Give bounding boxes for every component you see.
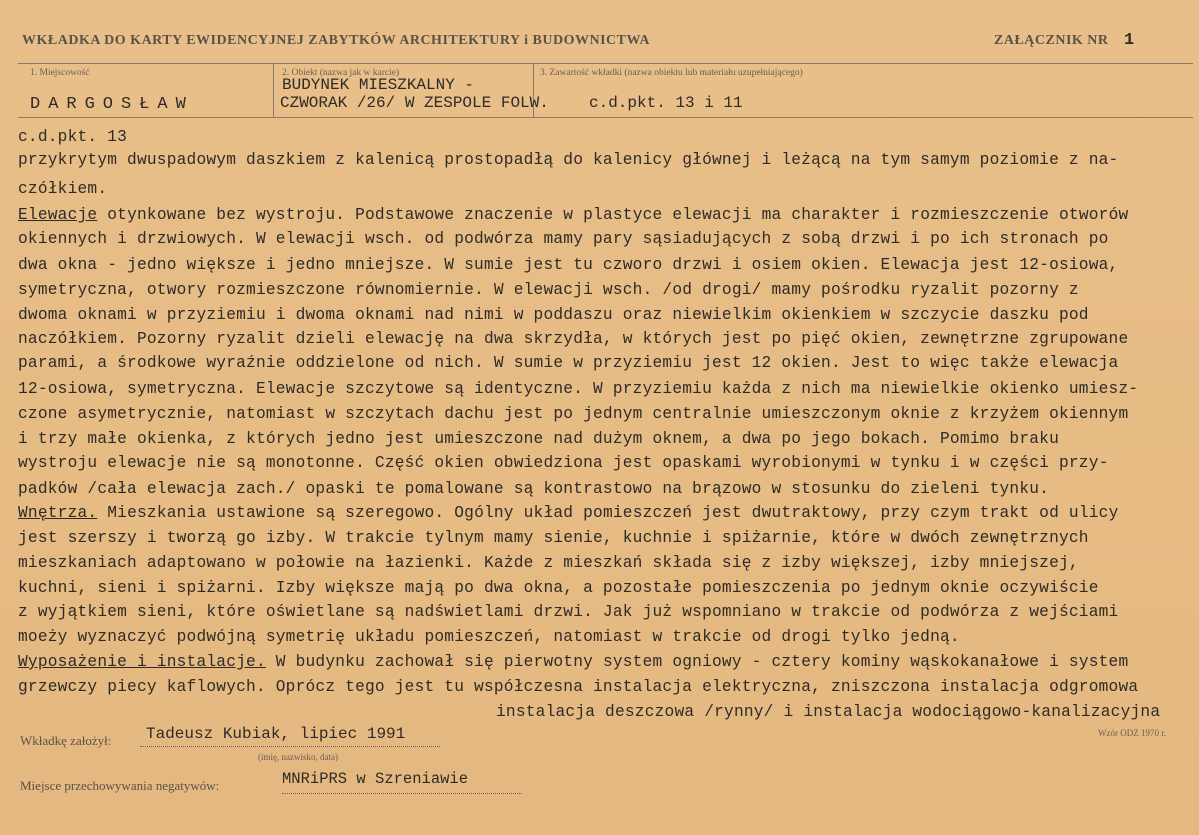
header-rule [18,63,1193,64]
body-line: dwa okna - jedno większe i jedno mniejsze. W sumie jest tu czworo drzwi i osiem okien. Elewacja jest 12-osiowa, [18,256,1119,274]
field-3-value: c.d.pkt. 13 i 11 [589,94,743,112]
body-line: c.d.pkt. 13 [18,128,128,146]
body-line: okiennych i drzwiowych. W elewacji wsch. od podwórza mamy pary sąsiadujących z sobą drzwi i po ich stronach po [18,230,1109,248]
body-line: przykrytym dwuspadowym daszkiem z kalenicą prostopadłą do kalenicy głównej i leżącą na tym samym poziomie z na- [18,151,1119,169]
field-3-label: 3. Zawartość wkładki (nazwa obiektu lub materiału uzupełniającego) [540,68,803,78]
author-hint: (imię, nazwisko, data) [258,752,338,762]
body-line: symetryczna, otwory rozmieszczone równomiernie. W elewacji wsch. /od drogi/ mamy pośrodku ryzalit pozorny z [18,281,1079,299]
body-line: parami, a środkowe wyraźnie oddzielone od nich. W sumie w przyziemiu jest 12 okien. Jest to więc także elewacja [18,354,1119,372]
author-dotted-line [140,745,440,747]
body-line: Elewacje otynkowane bez wystroju. Podstawowe znaczenie w plastyce elewacji ma charakter i rozmieszczenie otworów [18,206,1129,224]
field-1-value: DARGOSŁAW [30,95,194,114]
body-line: z wyjątkiem sieni, które oświetlane są nadświetlami drzwi. Jak już wspomniano w trakcie od podwórza z wejściami [18,603,1119,621]
body-line: i trzy małe okienka, z których jedno jest umieszczone nad dużym oknem, a dwa po jego bokach. Pomimo braku [18,430,1059,448]
field-divider-1 [273,63,274,117]
body-line: Wyposażenie i instalacje. W budynku zachował się pierwotny system ogniowy - cztery kominy wąskokanałowe i system [18,653,1129,671]
body-line: czone asymetrycznie, natomiast w szczytach dachu jest po jednym centralnie umieszczonym oknie z krzyżem okiennym [18,405,1129,423]
annex-number: 1 [1124,31,1135,50]
body-line: grzewczy piecy kaflowych. Oprócz tego jest tu współczesna instalacja elektryczna, zniszczona instalacja odgromowa [18,678,1139,696]
body-line: jest szerszy i tworzą go izby. W trakcie tylnym mamy sienie, kuchnie i spiżarnie, które w dwóch zewnętrznych [18,529,1089,547]
storage-value: MNRiPRS w Szreniawie [282,770,469,788]
body-line: moeży wyznaczyć podwójną symetrię układu pomieszczeń, natomiast w trakcie od drogi tylko jedną. [18,628,960,646]
field-2-label: 2. Obiekt (nazwa jak w karcie) [282,68,400,78]
section-heading-wyposazenie: Wyposażenie i instalacje. [18,653,266,671]
field-2-value-line2: CZWORAK /26/ W ZESPOLE FOLW. [280,94,549,112]
storage-dotted-line [282,792,522,794]
card-title: WKŁADKA DO KARTY EWIDENCYJNEJ ZABYTKÓW ARCHITEKTURY i BUDOWNICTWA [22,33,651,48]
section-heading-wnetrza: Wnętrza. [18,504,98,522]
body-line: Wnętrza. Mieszkania ustawione są szeregowo. Ogólny układ pomieszczeń jest dwutraktowy, przy czym trakt od ulicy [18,504,1119,522]
body-line: padków /cała elewacja zach./ opaski te pomalowane są kontrastowo na brązowo w stosunku do zieleni tynku. [18,480,1050,498]
body-line: kuchni, sieni i spiżarni. Izby większe mają po dwa okna, a pozostałe pomieszczenia po jednym oknie oczywiście [18,579,1099,597]
form-code: Wzór ODZ 1970 r. [1098,728,1166,738]
annex-label: ZAŁĄCZNIK NR [994,33,1109,48]
body-line: dwoma oknami w przyziemiu i dwoma oknami nad nimi w poddaszu oraz niewielkim okienkiem w szczycie daszku pod [18,306,1089,324]
body-line: mieszkaniach adaptowano w połowie na łazienki. Każde z mieszkań składa się z izby większej, izby mniejszej, [18,554,1079,572]
author-value: Tadeusz Kubiak, lipiec 1991 [146,725,406,743]
body-line: czółkiem. [18,180,108,198]
field-1-label: 1. Miejscowość [30,68,90,78]
body-line: 12-osiowa, symetryczna. Elewacje szczytowe są identyczne. W przyziemiu każda z nich ma niewielkie okienko umiesz- [18,380,1139,398]
body-line: wystroju elewacje nie są monotonne. Część okien obwiedziona jest opaskami wyrobionymi w tynku i w części przy- [18,454,1109,472]
section-heading-elewacje: Elewacje [18,206,98,224]
body-line: instalacja deszczowa /rynny/ i instalacja wodociągowo-kanalizacyjna [496,703,1161,721]
storage-label: Miejsce przechowywania negatywów: [20,778,220,793]
field-2-value-line1: BUDYNEK MIESZKALNY - [282,76,475,94]
fields-rule [18,117,1193,118]
body-line: naczółkiem. Pozorny ryzalit dzieli elewację na dwa skrzydła, w których jest po pięć okien, zewnętrzne zgrupowane [18,330,1129,348]
author-label: Wkładkę założył: [20,733,112,748]
